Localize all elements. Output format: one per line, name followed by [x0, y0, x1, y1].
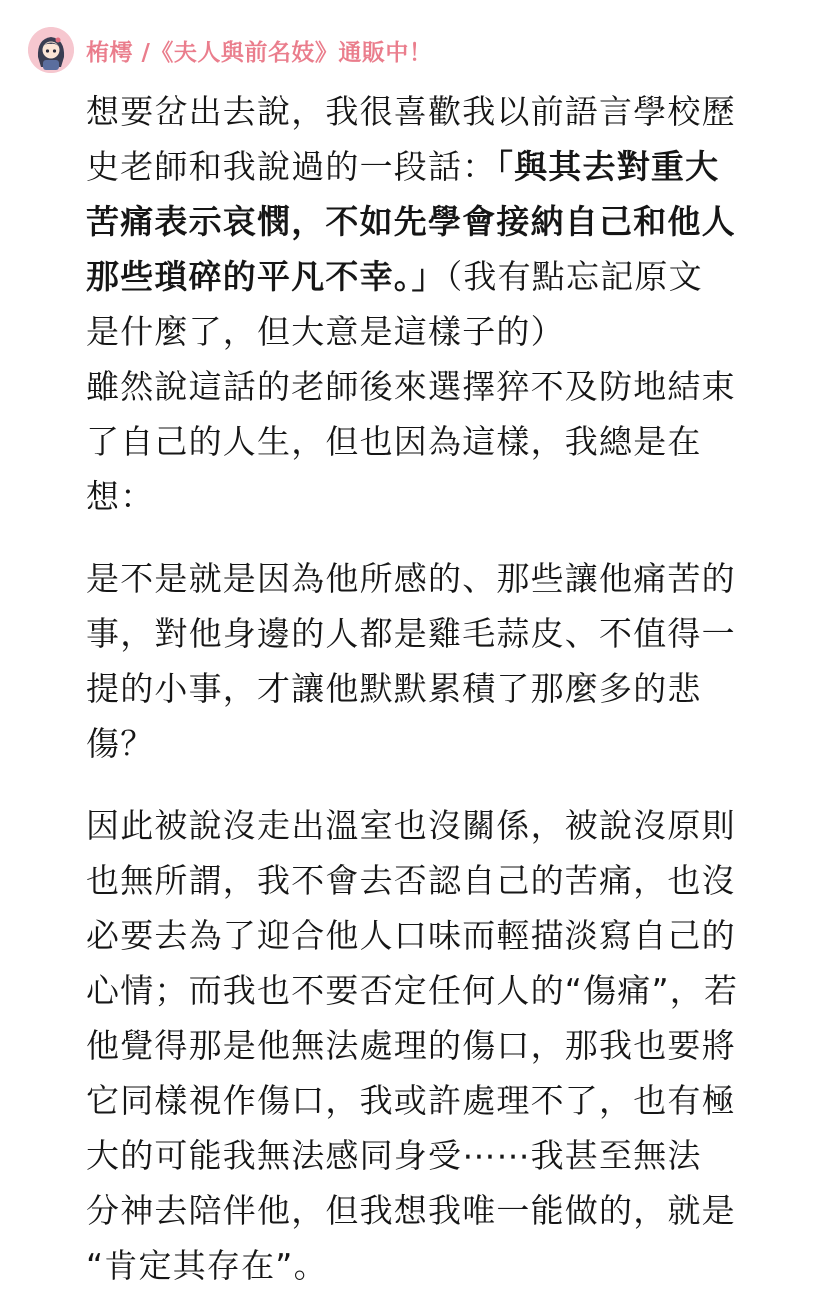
text-line: 雖然說這話的老師後來選擇猝不及防地結束: [86, 367, 736, 406]
text-line: 想要岔出去說，我很喜歡我以前語言學校歷: [86, 92, 736, 131]
text-line: 心情；而我也不要否定任何人的“傷痛”，若: [86, 971, 739, 1010]
text-line: “肯定其存在”。: [86, 1246, 328, 1285]
text-line: 提的小事，才讓他默默累積了那麼多的悲: [86, 669, 702, 708]
text-line: 必要去為了迎合他人口味而輕描淡寫自己的: [86, 916, 736, 955]
text-line: 傷？: [86, 724, 155, 763]
paragraph-gap: [86, 771, 806, 798]
anime-girl-avatar-icon: [28, 27, 74, 73]
text-line: 事，對他身邊的人都是雞毛蒜皮、不值得一: [86, 614, 736, 653]
text-line: 大的可能我無法感同身受⋯⋯我甚至無法: [86, 1136, 702, 1175]
text-line: [86, 194, 806, 249]
text-line: 想：: [86, 477, 155, 516]
text-line: 他覺得那是他無法處理的傷口，那我也要將: [86, 1026, 736, 1065]
post-body: [86, 84, 806, 1293]
paragraph-3: [86, 798, 806, 1293]
text-line: [86, 139, 806, 194]
paragraph-2: [86, 551, 806, 771]
paragraph-1: [86, 84, 806, 524]
avatar[interactable]: [28, 27, 74, 73]
text-line: 它同樣視作傷口，我或許處理不了，也有極: [86, 1081, 736, 1120]
text-line: 了自己的人生，但也因為這樣，我總是在: [86, 422, 702, 461]
author-name[interactable]: 栯樗 /《夫人與前名妓》通販中！: [86, 39, 433, 66]
text-line: 分神去陪伴他，但我想我唯一能做的，就是: [86, 1191, 736, 1230]
text-span: 史老師和我說過的一段話：: [86, 147, 497, 186]
post-header: [28, 26, 432, 74]
quote-bold: 那些瑣碎的平凡不幸。」: [86, 257, 446, 296]
text-line: 是什麼了，但大意是這樣子的）: [86, 312, 565, 351]
text-line: 是不是就是因為他所感的、那些讓他痛苦的: [86, 559, 736, 598]
text-line: 因此被說沒走出溫室也沒關係，被說沒原則: [86, 806, 736, 845]
text-line: [86, 249, 806, 304]
quote-bold: 苦痛表示哀憫，不如先學會接納自己和他人: [86, 202, 736, 241]
quote-bold: 「與其去對重大: [496, 147, 720, 186]
text-line: 也無所謂，我不會去否認自己的苦痛，也沒: [86, 861, 736, 900]
text-span: （我有點忘記原文: [445, 257, 703, 296]
paragraph-gap: [86, 524, 806, 551]
